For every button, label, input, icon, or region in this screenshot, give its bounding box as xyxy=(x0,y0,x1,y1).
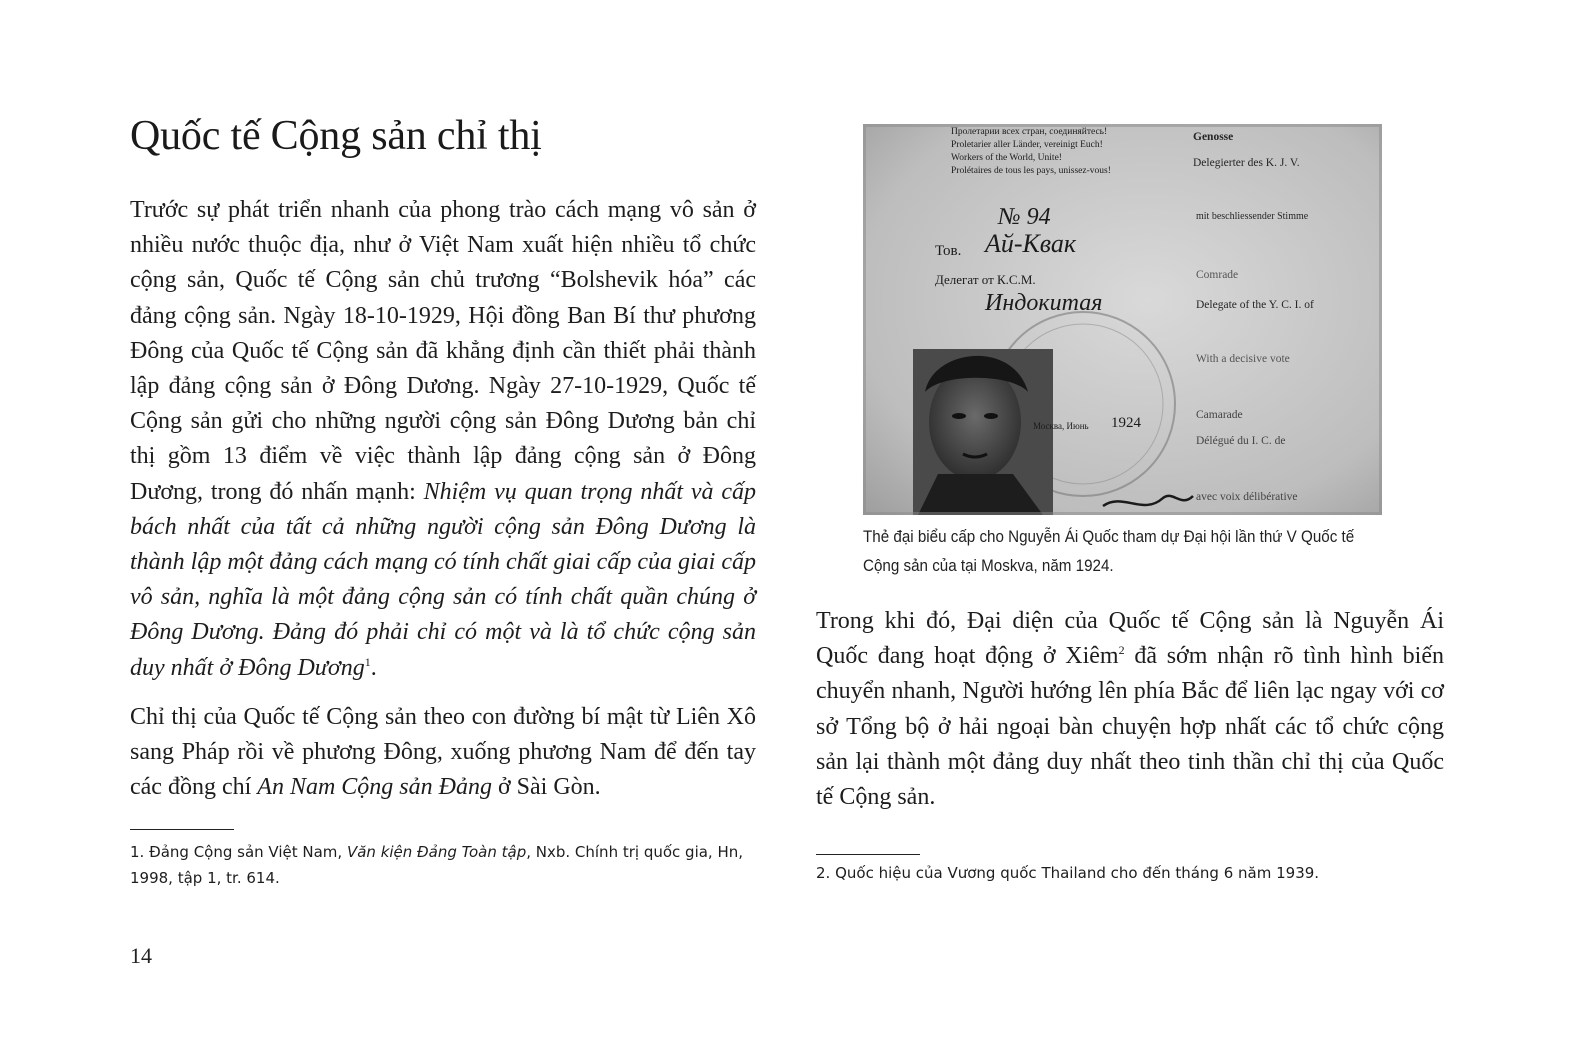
card-motto-line-3: Workers of the World, Unite! xyxy=(951,153,1062,163)
card-name-label: Тов. xyxy=(935,243,962,259)
paragraph-intro: Trước sự phát triển nhanh của phong trào cách mạng vô sản ở nhiều nước thuộc địa, như ở Việt Nam xuất hiện nhiều tổ chức cộng sản, Quốc tế Cộng sản chủ trương “Bolshevik hóa” các đảng cộng sản. Ngày 18-10-1929, Hội đồng Ban Bí thư phương Đông của Quốc tế Cộng sản đã khẳng định cần thiết phải thành lập đảng cộng sản ở Đông Dương. Ngày 27-10-1929, Quốc tế Cộng sản gửi cho những người cộng sản Đông Dương bản chỉ thị gồm 13 điểm về việc thành lập đảng cộng sản ở Đông Dương, trong đó nhấn mạnh: Nhiệm vụ quan trọng nhất và cấp bách nhất của tất cả những người cộng sản Đông Dương là thành lập một đảng cách mạng có tính chất giai cấp của giai cấp vô sản, nghĩa là một đảng cộng sản có tính chất quần chúng ở Đông Dương. Đảng đó phải chỉ có một và là tổ chức cộng sản duy nhất ở Đông Dương$^1$. xyxy=(130,197,756,681)
footnote-2: 2. Quốc hiệu của Vương quốc Thailand cho đến tháng 6 năm 1939. xyxy=(816,864,1320,882)
footnote-divider-2 xyxy=(816,854,920,855)
page-number: 14 xyxy=(130,943,152,968)
portrait xyxy=(913,349,1053,515)
paragraph-route: Chỉ thị của Quốc tế Cộng sản theo con đường bí mật từ Liên Xô sang Pháp rồi về phương Đông, xuống phương Nam để đến tay các đồng chí An Nam Cộng sản Đảng ở Sài Gòn. xyxy=(130,704,756,801)
card-delegate-label: Делегат от К.С.М. xyxy=(935,272,1036,287)
card-right-1: Genosse xyxy=(1193,131,1234,143)
party-name-italic: An Nam Cộng sản Đảng xyxy=(257,774,492,801)
card-year: 1924 xyxy=(1111,415,1141,431)
paragraph-nguyen-ai-quoc: Trong khi đó, Đại diện của Quốc tế Cộng sản là Nguyễn Ái Quốc đang hoạt động ở Xiêm$^2$ đã sớm nhận rõ tình hình biến chuyển nhanh, Người hướng lên phía Bắc để liên lạc ngay với cơ sở Tổng bộ ở hải ngoại bàn chuyện hợp nhất các tổ chức cộng sản lại thành một đảng duy nhất theo tinh thần chỉ thị của Quốc tế Cộng sản. xyxy=(816,608,1445,811)
card-right-8: Délégué du I. C. de xyxy=(1196,435,1286,447)
card-right-3: mit beschliessender Stimme xyxy=(1196,211,1309,222)
footnote-divider xyxy=(130,829,234,830)
card-motto-line-1: Пролетарии всех стран, соединяйтесь! xyxy=(951,127,1108,137)
card-right-2: Delegierter des K. J. V. xyxy=(1193,157,1300,169)
card-motto-line-2: Proletarier aller Länder, vereinigt Euch! xyxy=(951,140,1103,150)
card-city: Москва, Июнь xyxy=(1033,421,1089,431)
card-right-7: Camarade xyxy=(1196,409,1243,421)
card-right-6: With a decisive vote xyxy=(1196,353,1290,365)
card-right-4: Comrade xyxy=(1196,269,1239,281)
section-heading: Quốc tế Cộng sản chỉ thị xyxy=(130,113,542,159)
card-number: № 94 xyxy=(998,204,1051,230)
card-right-5: Delegate of the Y. C. I. of xyxy=(1196,299,1314,311)
card-right-9: avec voix délibérative xyxy=(1196,491,1298,503)
card-name: Ай-Квак xyxy=(985,229,1077,258)
photo-caption: Thẻ đại biểu cấp cho Nguyễn Ái Quốc tham dự Đại hội lần thứ V Quốc tế Cộng sản của tại Moskva, năm 1924. xyxy=(863,528,1355,575)
intro-text: Trước sự phát triển nhanh của phong trào cách mạng vô sản ở nhiều nước thuộc địa, như ở Việt Nam xuất hiện nhiều tổ chức cộng sản, Quốc tế Cộng sản chủ trương “Bolshevik hóa” các đảng cộng sản. Ngày 18-10-1929, Hội đồng Ban Bí thư phương Đông của Quốc tế Cộng sản đã khẳng định cần thiết phải thành lập đảng cộng sản ở Đông Dương. Ngày 27-10-1929, Quốc tế Cộng sản gửi cho những người cộng sản Đông Dương bản chỉ thị gồm 13 điểm về việc thành lập đảng cộng sản ở Đông Dương, trong đó nhấn mạnh: xyxy=(130,197,756,505)
footnote-ref-2[interactable]: 2 xyxy=(1118,643,1125,658)
card-delegate-of: Индокитая xyxy=(985,290,1103,316)
directive-quote: Nhiệm vụ quan trọng nhất và cấp bách nhất của tất cả những người cộng sản Đông Dương là thành lập một đảng cách mạng có tính chất giai cấp của giai cấp vô sản, nghĩa là một đảng cộng sản có tính chất quần chúng ở Đông Dương. Đảng đó phải chỉ có một và là tổ chức cộng sản duy nhất ở Đông Dương xyxy=(130,478,756,681)
footnote-ref-1[interactable]: 1 xyxy=(364,654,371,669)
card-motto-line-4: Prolétaires de tous les pays, unissez-vous! xyxy=(951,166,1111,176)
delegate-card-photo xyxy=(863,124,1382,515)
footnote-1: 1. Đảng Cộng sản Việt Nam, Văn kiện Đảng Toàn tập, Nxb. Chính trị quốc gia, Hn, 1998, tập 1, tr. 614. xyxy=(130,843,744,887)
